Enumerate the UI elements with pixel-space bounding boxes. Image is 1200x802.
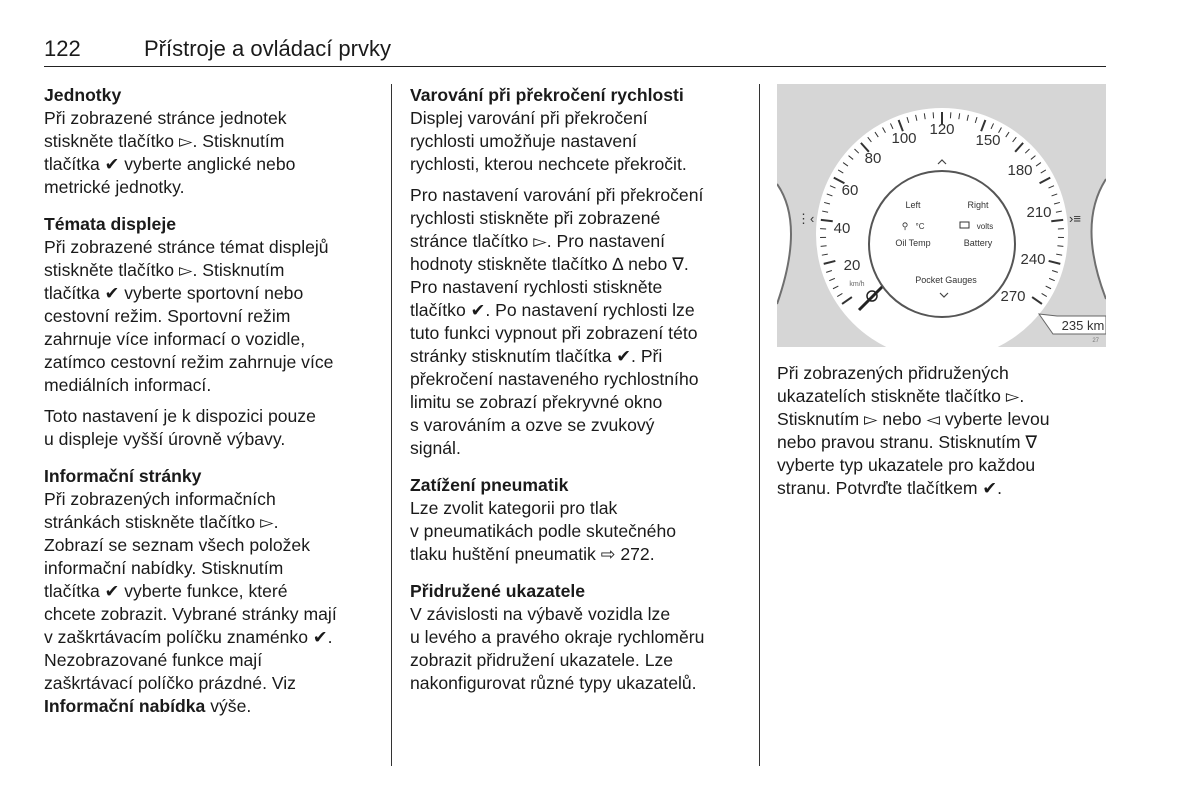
figure-code: 27 <box>1092 338 1099 344</box>
section-heading: Varování při překročení rychlosti <box>410 85 684 105</box>
speed-label: 240 <box>1020 251 1046 268</box>
chapter-title: Přístroje a ovládací prvky <box>144 36 391 61</box>
text-line: překročení nastaveného rychlostního <box>410 369 699 389</box>
text-line: tlačítko ✔. Po nastavení rychlosti lze <box>410 300 695 320</box>
text-line: signál. <box>410 438 461 458</box>
text-line: tlačítka ✔ vyberte anglické nebo <box>44 154 296 174</box>
text-line: limitu se zobrazí překryvné okno <box>410 392 663 412</box>
column-3 <box>777 362 1107 500</box>
thermometer-icon: ⚲ <box>901 221 909 231</box>
text-line: ukazatelích stiskněte tlačítko ▻. <box>777 386 1025 406</box>
text-line: Toto nastavení je k dispozici pouze <box>44 406 316 426</box>
text-line: V závislosti na výbavě vozidla lze <box>410 604 671 624</box>
text-line: Při zobrazené stránce témat displejů <box>44 237 329 257</box>
cross-reference[interactable]: Informační nabídka <box>44 696 206 716</box>
speed-label: 210 <box>1026 204 1052 221</box>
speed-label: 60 <box>841 182 859 199</box>
text-line: tuto funkci vypnout při zobrazení této <box>410 323 698 343</box>
section-heading: Informační stránky <box>44 466 202 486</box>
text-line: mediálních informací. <box>44 375 212 395</box>
section-tyre-load <box>410 474 745 566</box>
text-line: Při zobrazených přidružených <box>777 363 1009 383</box>
section-info-pages <box>44 465 376 718</box>
page-number: 122 <box>44 36 81 61</box>
section-units <box>44 84 376 199</box>
text-line: stránce tlačítko ▻. Pro nastavení <box>410 231 666 251</box>
speed-label: 100 <box>891 130 917 147</box>
text-line: s varováním a ozve se zvukový <box>410 415 655 435</box>
menu-title: Pocket Gauges <box>915 275 977 285</box>
text-line: rychlosti, kterou nechcete překročit. <box>410 154 687 174</box>
text-line: zaškrtávací políčko prázdné. Viz <box>44 673 296 693</box>
section-heading: Témata displeje <box>44 214 177 234</box>
section-aux-gauges <box>410 580 745 695</box>
tick-mark <box>821 246 827 247</box>
speed-label: 40 <box>833 220 851 237</box>
right-gauge-name: Battery <box>963 238 993 248</box>
text-line: nebo pravou stranu. Stisknutím ∇ <box>777 432 1038 452</box>
speed-label: 80 <box>864 150 882 167</box>
left-arrow-icon: ⋮‹ <box>797 211 815 226</box>
tick-mark <box>1051 220 1063 221</box>
text-line: Při zobrazené stránce jednotek <box>44 108 287 128</box>
page-header <box>44 34 1106 67</box>
text-line: stránky stisknutím tlačítka ✔. Při <box>410 346 663 366</box>
text-line: Lze zvolit kategorii pro tlak <box>410 498 618 518</box>
text-line: metrické jednotky. <box>44 177 185 197</box>
text-line: hodnoty stiskněte tlačítko ∆ nebo ∇. <box>410 254 689 274</box>
speed-label: 120 <box>929 121 955 138</box>
text-line: zatímco cestovní režim zahrnuje více <box>44 352 334 372</box>
text-tail: výše. <box>205 696 252 716</box>
text-line: Displej varování při překročení <box>410 108 648 128</box>
text-line: v pneumatikách podle skutečného <box>410 521 677 541</box>
right-arrow-icon: ›≡ <box>1069 211 1081 226</box>
column-2 <box>410 84 745 709</box>
section-display-themes <box>44 213 376 451</box>
section-speed-warning <box>410 84 745 460</box>
section-heading: Jednotky <box>44 85 122 105</box>
text-line: tlačítka ✔ vyberte sportovní nebo <box>44 283 304 303</box>
text-line: Pro nastavení rychlosti stiskněte <box>410 277 663 297</box>
text-line: zahrnuje více informací o vozidle, <box>44 329 306 349</box>
speed-label: 20 <box>843 257 861 274</box>
text-line: u displeje vyšší úrovně výbavy. <box>44 429 286 449</box>
text-line: stiskněte tlačítko ▻. Stisknutím <box>44 131 285 151</box>
speed-label: 150 <box>975 132 1001 149</box>
left-label: Left <box>905 200 921 210</box>
text-line: v zaškrtávacím políčku znaménko ✔. <box>44 627 333 647</box>
text-line: rychlosti stiskněte při zobrazené <box>410 208 661 228</box>
text-line: nakonfigurovat různé typy ukazatelů. <box>410 673 697 693</box>
unit-label: km/h <box>849 281 865 288</box>
column-1 <box>44 84 376 732</box>
text-line: Nezobrazované funkce mají <box>44 650 263 670</box>
left-unit: °C <box>915 222 925 231</box>
section-heading: Přidružené ukazatele <box>410 581 586 601</box>
text-line: chcete zobrazit. Vybrané stránky mají <box>44 604 337 624</box>
text-line: tlačítka ✔ vyberte funkce, které <box>44 581 288 601</box>
speedometer-figure <box>777 84 1106 347</box>
text-line: Stisknutím ▻ nebo ◅ vyberte levou <box>777 409 1050 429</box>
tick-mark <box>821 220 833 221</box>
text-line: vyberte typ ukazatele pro každou <box>777 455 1036 475</box>
left-gauge-name: Oil Temp <box>895 238 931 248</box>
section-heading: Zatížení pneumatik <box>410 475 569 495</box>
text-line: Při zobrazených informačních <box>44 489 276 509</box>
text-line: stiskněte tlačítko ▻. Stisknutím <box>44 260 285 280</box>
right-label: Right <box>967 200 989 210</box>
text-line: Zobrazí se seznam všech položek <box>44 535 310 555</box>
text-line: Pro nastavení varování při překročení <box>410 185 704 205</box>
text-line: zobrazit přidružení ukazatele. Lze <box>410 650 674 670</box>
text-line: rychlosti umožňuje nastavení <box>410 131 637 151</box>
speed-label: 180 <box>1007 162 1033 179</box>
speedometer-illustration <box>777 84 1106 347</box>
text-line <box>44 695 376 718</box>
odometer-reading: 235 km <box>1061 318 1105 333</box>
text-line: tlaku huštění pneumatik ⇨ 272. <box>410 544 655 564</box>
text-line: cestovní režim. Sportovní režim <box>44 306 291 326</box>
tick-mark <box>1057 246 1063 247</box>
column-divider <box>391 84 392 766</box>
column-divider <box>759 84 760 766</box>
text-line: stránkách stiskněte tlačítko ▻. <box>44 512 279 532</box>
right-unit: volts <box>976 222 994 231</box>
text-line: u levého a pravého okraje rychloměru <box>410 627 705 647</box>
text-line: stranu. Potvrďte tlačítkem ✔. <box>777 478 1003 498</box>
text-line: informační nabídky. Stisknutím <box>44 558 284 578</box>
speed-label: 270 <box>1000 288 1026 305</box>
